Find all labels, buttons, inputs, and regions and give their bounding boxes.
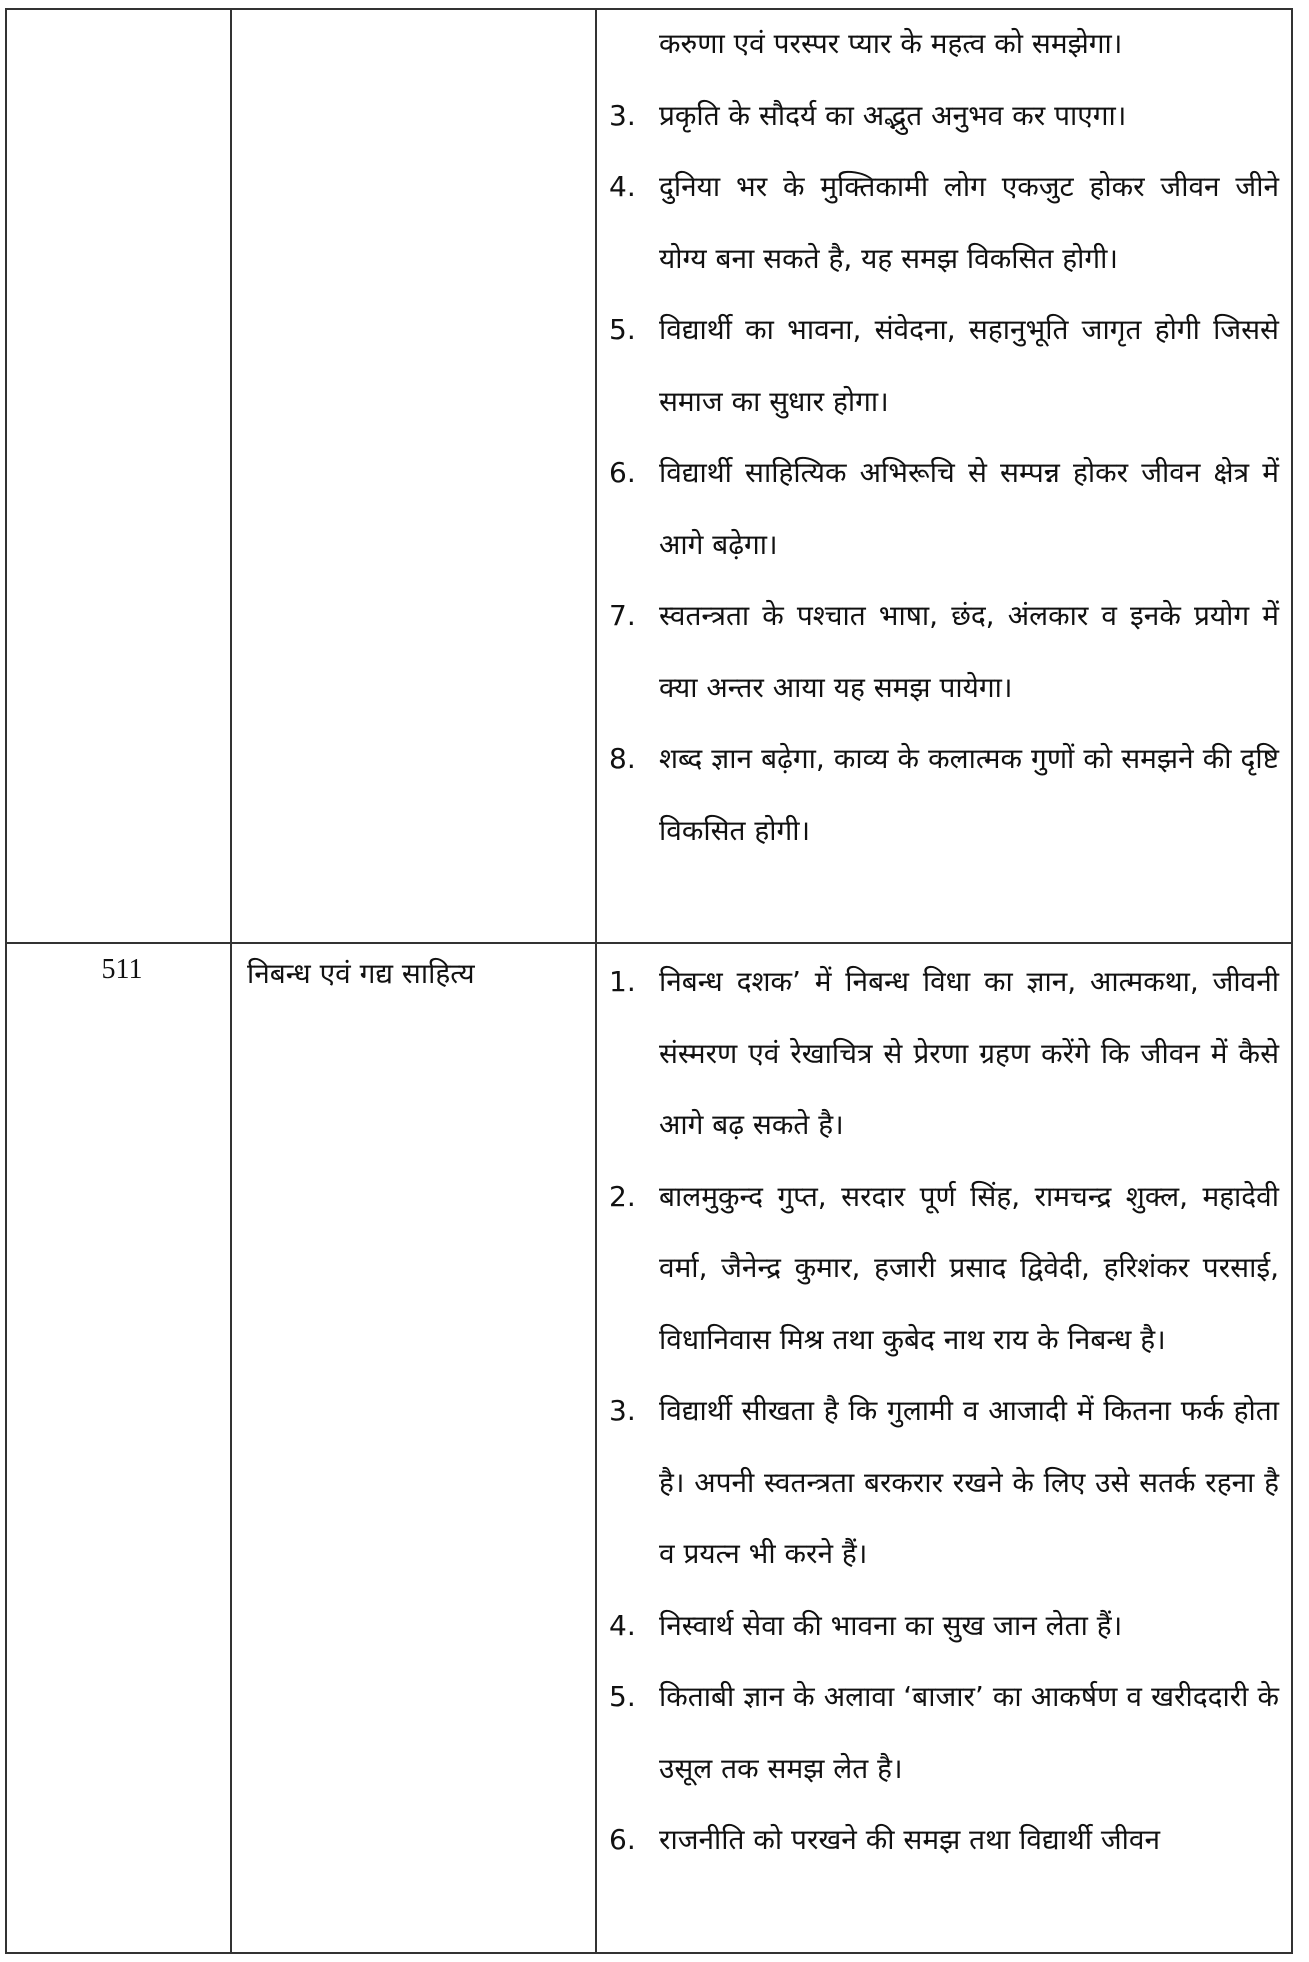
outcome-item xyxy=(603,80,1279,152)
outcomes-list xyxy=(603,946,1279,1876)
outcomes-list xyxy=(603,8,1279,866)
outcome-item xyxy=(603,946,1279,1161)
outcome-text: किताबी ज्ञान के अलावा ‘बाजार’ का आकर्षण व खरीददारी के उसूल तक समझ लेत है। xyxy=(659,1680,1279,1785)
outcome-text: प्रकृति के सौदर्य का अद्भुत अनुभव कर पाएगा। xyxy=(659,98,1127,132)
outcome-item xyxy=(603,1375,1279,1590)
outcome-text: निबन्ध दशक’ में निबन्ध विधा का ज्ञान, आत्मकथा, जीवनी संस्मरण एवं रेखाचित्र से प्रेरणा ग्रहण करेंगे कि जीवन में कैसे आगे बढ़ सकते है। xyxy=(659,965,1279,1141)
course-subject: निबन्ध एवं गद्य साहित्य xyxy=(247,957,475,990)
outcome-text: विद्यार्थी का भावना, संवेदना, सहानुभूति जागृत होगी जिससे समाज का सुधार होगा। xyxy=(659,313,1279,418)
course-code: 511 xyxy=(101,954,143,985)
outcome-number: 4. xyxy=(609,1608,636,1642)
outcome-number: 2. xyxy=(609,1179,636,1213)
outcome-item xyxy=(603,723,1279,866)
outcome-text: स्वतन्त्रता के पश्चात भाषा, छंद, अंलकार व इनके प्रयोग में क्या अन्तर आया यह समझ पायेगा। xyxy=(659,599,1279,704)
outcome-number: 8. xyxy=(609,742,636,775)
outcome-item xyxy=(603,1661,1279,1804)
outcome-text: निस्वार्थ सेवा की भावना का सुख जान लेता हैं। xyxy=(659,1608,1123,1642)
outcome-number: 1. xyxy=(609,965,636,998)
outcome-item xyxy=(603,294,1279,437)
row-divider xyxy=(7,942,1291,944)
outcome-continuation: करुणा एवं परस्पर प्यार के महत्व को समझेगा। xyxy=(659,27,1123,60)
outcome-text: दुनिया भर के मुक्तिकामी लोग एकजुट होकर जीवन जीने योग्य बना सकते है, यह समझ विकसित होगी। xyxy=(659,170,1279,275)
outcome-number: 3. xyxy=(609,98,636,132)
outcome-number: 6. xyxy=(609,456,636,489)
syllabus-table xyxy=(5,8,1293,1954)
outcome-text: विद्यार्थी साहित्यिक अभिरूचि से सम्पन्न होकर जीवन क्षेत्र में आगे बढ़ेगा। xyxy=(659,456,1279,561)
outcome-text: विद्यार्थी सीखता है कि गुलामी व आजादी में कितना फर्क होता है। अपनी स्वतन्त्रता बरकरार रखने के लिए उसे सतर्क रहना है व प्रयत्न भी करने हैं। xyxy=(659,1394,1279,1570)
outcome-item xyxy=(603,1590,1279,1662)
outcome-number: 3. xyxy=(609,1394,636,1427)
outcome-item xyxy=(603,437,1279,580)
outcome-text: राजनीति को परखने की समझ तथा विद्यार्थी जीवन xyxy=(659,1823,1161,1856)
outcome-text: बालमुकुन्द गुप्त, सरदार पूर्ण सिंह, रामचन्द्र शुक्ल, महादेवी वर्मा, जैनेन्द्र कुमार, हजारी प्रसाद द्विवेदी, हरिशंकर परसाई, विधानिवास मिश्र तथा कुबेद नाथ राय के निबन्ध है। xyxy=(659,1179,1279,1356)
outcome-number: 5. xyxy=(609,1680,636,1713)
outcome-number: 4. xyxy=(609,170,636,203)
outcome-item xyxy=(603,580,1279,723)
outcome-item xyxy=(603,1804,1279,1876)
column-divider xyxy=(595,10,597,1952)
outcome-number: 7. xyxy=(609,599,636,632)
outcome-text: शब्द ज्ञान बढ़ेगा, काव्य के कलात्मक गुणों को समझने की दृष्टि विकसित होगी। xyxy=(659,742,1279,847)
column-divider xyxy=(230,10,232,1952)
outcome-number: 5. xyxy=(609,313,636,346)
outcome-number: 6. xyxy=(609,1823,636,1856)
outcome-item xyxy=(603,1161,1279,1376)
outcome-item xyxy=(603,151,1279,294)
